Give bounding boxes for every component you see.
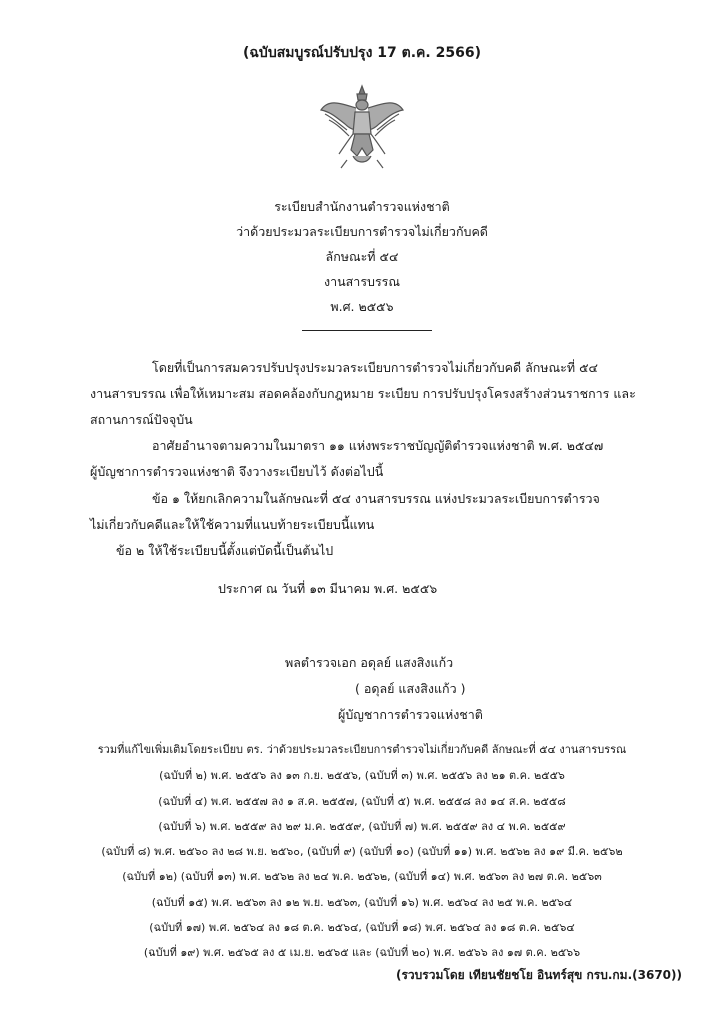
compiled-by-note: (รวบรวมโดย เทียนชัยชโย อินทร์สุข กรบ.กม.(3670))	[396, 968, 682, 982]
regulation-title-line1: ระเบียบสำนักงานตำรวจแห่งชาติ	[274, 199, 450, 214]
signer-position: ผู้บัญชาการตำรวจแห่งชาติ	[338, 707, 483, 722]
authority-line2: ผู้บัญชาการตำรวจแห่งชาติ จึงวางระเบียบไว้ ดังต่อไปนี้	[90, 464, 384, 479]
amendment-line: (ฉบับที่ ๑๕) พ.ศ. ๒๕๖๓ ลง ๑๒ พ.ย. ๒๕๖๓, (ฉบับที่ ๑๖) พ.ศ. ๒๕๖๔ ลง ๒๕ พ.ค. ๒๕๖๔	[151, 896, 573, 909]
preamble-line1: โดยที่เป็นการสมควรปรับปรุงประมวลระเบียบการตำรวจไม่เกี่ยวกับคดี ลักษณะที่ ๕๔	[152, 360, 598, 375]
preamble-line2: งานสารบรรณ เพื่อให้เหมาะสม สอดคล้องกับกฎหมาย ระเบียบ การปรับปรุงโครงสร้างส่วนราชการ และ	[90, 386, 636, 401]
garuda-emblem-icon	[317, 84, 407, 170]
amendment-line: (ฉบับที่ ๑๒) (ฉบับที่ ๑๓) พ.ศ. ๒๕๖๒ ลง ๒๔ พ.ค. ๒๕๖๒, (ฉบับที่ ๑๔) พ.ศ. ๒๕๖๓ ลง ๒๗ ต.ค. ๒๕๖๓	[122, 870, 602, 883]
authority-line1: อาศัยอำนาจตามความในมาตรา ๑๑ แห่งพระราชบัญญัติตำรวจแห่งชาติ พ.ศ. ๒๕๔๗	[152, 438, 604, 453]
signer-rank-name: พลตำรวจเอก อดุลย์ แสงสิงแก้ว	[285, 655, 454, 670]
amendment-line: (ฉบับที่ ๑๗) พ.ศ. ๒๕๖๔ ลง ๑๘ ต.ค. ๒๕๖๔, (ฉบับที่ ๑๘) พ.ศ. ๒๕๖๔ ลง ๑๘ ต.ค. ๒๕๖๔	[149, 921, 575, 934]
announcement-date: ประกาศ ณ วันที่ ๑๓ มีนาคม พ.ศ. ๒๕๕๖	[218, 581, 438, 596]
regulation-title-line5: พ.ศ. ๒๕๕๖	[330, 299, 394, 314]
title-divider	[302, 330, 432, 331]
header-note: (ฉบับสมบูรณ์ปรับปรุง 17 ต.ค. 2566)	[243, 45, 481, 61]
amendments-intro: รวมที่แก้ไขเพิ่มเติมโดยระเบียบ ตร. ว่าด้วยประมวลระเบียบการตำรวจไม่เกี่ยวกับคดี ลักษณะที่ ๕๔ งานสารบรรณ	[97, 743, 627, 756]
amendment-line: (ฉบับที่ ๔) พ.ศ. ๒๕๕๗ ลง ๑ ส.ค. ๒๕๕๗, (ฉบับที่ ๕) พ.ศ. ๒๕๕๘ ลง ๑๔ ส.ค. ๒๕๕๘	[158, 795, 566, 808]
regulation-title-line3: ลักษณะที่ ๕๔	[325, 249, 399, 264]
clause-1-line2: ไม่เกี่ยวกับคดีและให้ใช้ความที่แนบท้ายระเบียบนี้แทน	[90, 517, 375, 532]
preamble-line3: สถานการณ์ปัจจุบัน	[90, 412, 193, 427]
regulation-title-line2: ว่าด้วยประมวลระเบียบการตำรวจไม่เกี่ยวกับคดี	[236, 224, 488, 239]
regulation-title-line4: งานสารบรรณ	[324, 274, 400, 289]
amendment-line: (ฉบับที่ ๑๙) พ.ศ. ๒๕๖๕ ลง ๕ เม.ย. ๒๕๖๕ และ (ฉบับที่ ๒๐) พ.ศ. ๒๕๖๖ ลง ๑๗ ต.ค. ๒๕๖๖	[143, 946, 581, 959]
clause-1-line1: ข้อ ๑ ให้ยกเลิกความในลักษณะที่ ๕๔ งานสารบรรณ แห่งประมวลระเบียบการตำรวจ	[152, 491, 600, 506]
amendment-line: (ฉบับที่ ๖) พ.ศ. ๒๕๕๙ ลง ๒๙ ม.ค. ๒๕๕๙, (ฉบับที่ ๗) พ.ศ. ๒๕๕๙ ลง ๔ พ.ค. ๒๕๕๙	[158, 820, 566, 833]
clause-2-line: ข้อ ๒ ให้ใช้ระเบียบนี้ตั้งแต่บัดนี้เป็นต้นไป	[116, 543, 334, 558]
amendment-line: (ฉบับที่ ๘) พ.ศ. ๒๕๖๐ ลง ๒๘ พ.ย. ๒๕๖๐, (ฉบับที่ ๙) (ฉบับที่ ๑๐) (ฉบับที่ ๑๑) พ.ศ. ๒๕๖๒ ลง ๑๙ มี.ค. ๒๕๖๒	[101, 845, 623, 858]
amendment-line: (ฉบับที่ ๒) พ.ศ. ๒๕๕๖ ลง ๑๓ ก.ย. ๒๕๕๖, (ฉบับที่ ๓) พ.ศ. ๒๕๕๖ ลง ๒๑ ต.ค. ๒๕๕๖	[159, 769, 565, 782]
signer-name-parenthesized: ( อดุลย์ แสงสิงแก้ว )	[355, 681, 466, 696]
